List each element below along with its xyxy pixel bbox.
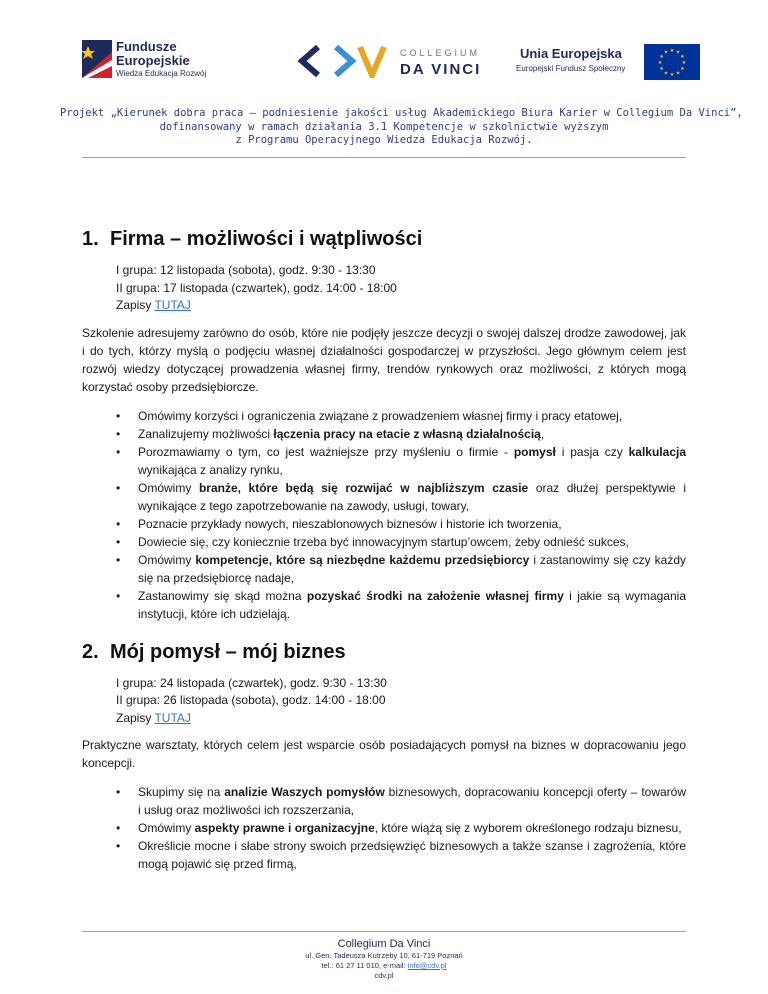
signup-label: Zapisy bbox=[116, 710, 152, 725]
project-line-3: z Programu Operacyjnego Wiedza Edukacja Rozwój. bbox=[235, 134, 533, 146]
signup-label: Zapisy bbox=[116, 298, 152, 312]
bullet-icon: • bbox=[116, 534, 121, 549]
svg-text:★: ★ bbox=[663, 49, 669, 56]
project-line-1: Projekt „Kierunek dobra praca – podniesienie jakości usług Akademickiego Biura Karier w Collegium Da Vinci”, bbox=[60, 107, 743, 119]
unia-europejska-logo bbox=[516, 42, 688, 82]
footer-address: ul. Gen. Tadeusza Kutrzeby 10, 61-719 Poznań bbox=[305, 951, 463, 960]
bullet-icon: • bbox=[116, 444, 121, 459]
svg-text:★: ★ bbox=[663, 70, 669, 77]
bullet-icon: • bbox=[116, 480, 121, 495]
eu-flag-icon bbox=[644, 44, 700, 80]
svg-text:★: ★ bbox=[675, 70, 681, 77]
bullet-icon: • bbox=[116, 785, 121, 799]
svg-text:★: ★ bbox=[680, 54, 685, 60]
section-1-group2: II grupa: 17 listopada (czwartek), godz. 14:00 - 18:00 bbox=[116, 280, 397, 295]
section-1-title: Firma – możliwości i wątpliwości bbox=[110, 228, 423, 250]
section-2-signup-link[interactable]: TUTAJ bbox=[154, 710, 191, 725]
section-1-bullet-list bbox=[116, 407, 687, 623]
bullet-icon: • bbox=[116, 408, 121, 423]
footer-name: Collegium Da Vinci bbox=[337, 938, 431, 950]
svg-text:★: ★ bbox=[669, 48, 675, 54]
list-item: • Zanalizujemy możliwości łączenia pracy na etacie z własną działalnością, bbox=[116, 426, 545, 441]
fe-logo-line3: Wiedza Edukacja Rozwój bbox=[116, 69, 207, 78]
section-2-title: Mój pomysł – mój biznes bbox=[110, 640, 346, 663]
section-1-group1: I grupa: 12 listopada (sobota), godz. 9:30 - 13:30 bbox=[116, 263, 376, 277]
list-item: • Omówimy kompetencje, które są niezbędne każdemu przedsiębiorcy i zastanowimy się czy każdy się na przedsiębiorcę nadaje, bbox=[116, 552, 687, 585]
list-item: • Dowiecie się, czy koniecznie trzeba być innowacyjnym startup’owcem, żeby odnieść sukces, bbox=[116, 534, 629, 549]
cdv-logo-line2: DA VINCI bbox=[400, 61, 482, 78]
svg-text:★: ★ bbox=[680, 66, 685, 72]
ue-logo-line2: Europejski Fundusz Społeczny bbox=[516, 64, 626, 73]
fe-flag-icon bbox=[82, 40, 112, 78]
list-item: • Zastanowimy się skąd można pozyskać środki na założenie własnej firmy i jakie są wymagania instytucji, które ich udzielają. bbox=[116, 588, 686, 621]
section-1-intro: Szkolenie adresujemy zarówno do osób, które nie podjęły jeszcze decyzji o swojej dalszej drodze zawodowej, jak i do tych, którzy myślą o podjęciu własnej działalności gospodarczej w przyszłości. Jego głównym celem jest rozwój wiedzy dotyczącej prowadzenia własnej firmy, trendów rynkowych oraz możliwości, z których mogą korzystać osoby przedsiębiorcze. bbox=[82, 325, 686, 394]
footer-contact: tel.: 61 27 11 010, e-mail: info@cdv.pl bbox=[321, 961, 447, 970]
section-1-signup bbox=[116, 297, 686, 315]
svg-text:★: ★ bbox=[681, 60, 687, 66]
section-1-schedule bbox=[116, 262, 686, 315]
section-2-intro: Praktyczne warsztaty, których celem jest wsparcie osób posiadających pomysł na biznes w dopracowaniu jego koncepcji. bbox=[82, 738, 686, 770]
section-2-bullet-list bbox=[116, 783, 686, 873]
footer-web: cdv.pl bbox=[374, 971, 394, 980]
collegium-da-vinci-logo bbox=[296, 42, 496, 82]
project-line-2: dofinansowany w ramach działania 3.1 Kompetencje w szkolnictwie wyższym bbox=[159, 120, 609, 133]
cdv-mark-icon bbox=[296, 44, 388, 78]
footer bbox=[0, 938, 768, 981]
fe-logo-line1: Fundusze bbox=[116, 39, 177, 54]
section-2-number: 2. bbox=[82, 640, 99, 663]
section-2-signup bbox=[116, 710, 686, 728]
section-1-heading bbox=[82, 226, 686, 252]
fe-logo-line2: Europejskie bbox=[116, 53, 190, 68]
bullet-icon: • bbox=[116, 839, 121, 853]
list-item: • Poznacie przykłady nowych, nieszablonowych biznesów i historie ich tworzenia, bbox=[116, 516, 562, 531]
section-2-group2: II grupa: 26 listopada (sobota), godz. 14:00 - 18:00 bbox=[116, 693, 386, 707]
header-divider bbox=[82, 157, 686, 158]
section-1-number: 1. bbox=[82, 228, 99, 250]
svg-text:★: ★ bbox=[659, 66, 664, 72]
document-body bbox=[82, 226, 686, 873]
bullet-icon: • bbox=[116, 588, 121, 603]
svg-text:★: ★ bbox=[657, 60, 663, 66]
footer-email-link[interactable]: info@cdv.pl bbox=[407, 961, 447, 970]
svg-text:★: ★ bbox=[675, 49, 681, 56]
section-2-schedule bbox=[116, 675, 686, 728]
fundusze-europejskie-logo bbox=[82, 38, 212, 82]
bullet-icon: • bbox=[116, 821, 121, 835]
bullet-icon: • bbox=[116, 426, 121, 441]
footer-divider bbox=[82, 931, 686, 932]
svg-text:★: ★ bbox=[669, 72, 675, 78]
list-item: • Omówimy aspekty prawne i organizacyjne, które wiążą się z wyborem określonego rodzaju biznesu, bbox=[116, 821, 682, 835]
bullet-icon: • bbox=[116, 516, 121, 531]
svg-text:★: ★ bbox=[659, 54, 664, 60]
section-2-group1: I grupa: 24 listopada (czwartek), godz. 9:30 - 13:30 bbox=[116, 675, 387, 690]
cdv-logo-line1: COLLEGIUM bbox=[400, 48, 481, 58]
list-item: • Skupimy się na analizie Waszych pomysłów biznesowych, dopracowaniu koncepcji oferty – towarów i usług oraz możliwości ich rozszerzania, bbox=[116, 785, 686, 817]
bullet-icon: • bbox=[116, 552, 121, 567]
list-item: • Porozmawiamy o tym, co jest ważniejsze przy myśleniu o firmie - pomysł i pasja czy kalkulacja wynikająca z analizy rynku, bbox=[116, 444, 686, 477]
header bbox=[0, 0, 768, 95]
list-item: • Omówimy branże, które będą się rozwijać w najbliższym czasie oraz dłużej perspektywie i wynikające z tego zapotrzebowanie na zawody, usługi, towary, bbox=[116, 480, 686, 513]
list-item: • Określicie mocne i słabe strony swoich przedsięwzięć biznesowych a także szanse i zagrożenia, które mogą pojawić się przed firmą, bbox=[116, 839, 686, 871]
ue-logo-line1: Unia Europejska bbox=[520, 46, 622, 61]
project-info bbox=[60, 107, 743, 148]
section-1-signup-link[interactable]: TUTAJ bbox=[154, 298, 191, 312]
list-item: • Omówimy korzyści i ograniczenia związane z prowadzeniem własnej firmy i pracy etatowej, bbox=[116, 408, 623, 423]
section-2-heading bbox=[82, 639, 686, 665]
